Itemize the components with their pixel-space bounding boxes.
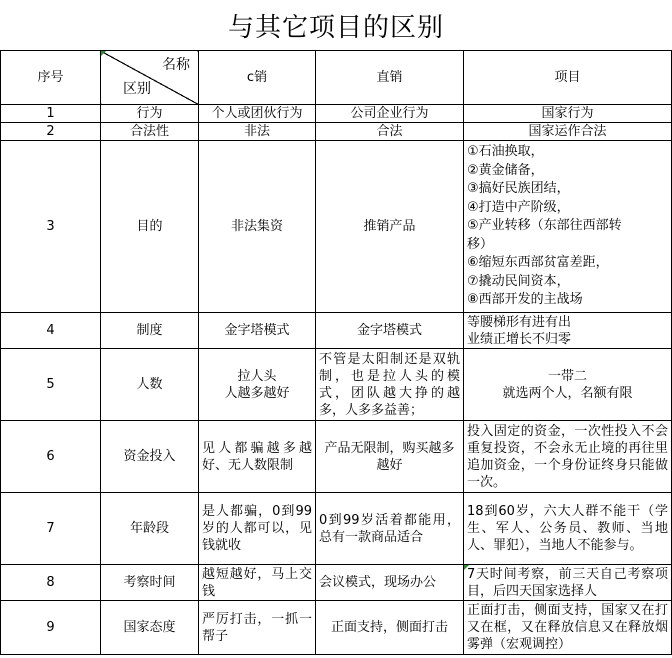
cell-c: 个人或团伙行为 (199, 105, 316, 123)
header-diff-label: 区别 (123, 81, 151, 97)
row-seq: 8 (1, 565, 101, 601)
table-row (1, 141, 672, 313)
row-seq: 5 (1, 349, 101, 421)
cell-c (199, 349, 316, 421)
project-line: 就选两个人，名额有限 (502, 385, 633, 401)
row-label: 资金投入 (101, 421, 199, 493)
comparison-table (0, 50, 672, 655)
row-seq: 9 (1, 601, 101, 655)
cell-c: 金字塔模式 (199, 313, 316, 349)
cell-project (464, 565, 672, 601)
page-title: 与其它项目的区别 (227, 12, 444, 43)
project-line: 等腰梯形有进有出 (467, 314, 572, 330)
table-row (1, 123, 672, 141)
row-label: 合法性 (101, 123, 199, 141)
project-line: 业绩正增长不归零 (467, 331, 572, 347)
project-line: ②黄金储备， (467, 162, 544, 178)
row-label: 考察时间 (101, 565, 199, 601)
project-line: ⑥缩短东西部贫富差距， (467, 255, 609, 271)
cell-direct: 正面支持，侧面打击 (316, 601, 464, 655)
header-project-column: 项目 (464, 51, 672, 105)
cell-c: 是人都骗，0到99岁的人都可以，见钱就收 (199, 493, 316, 565)
table-row (1, 493, 672, 565)
cell-direct: 公司企业行为 (316, 105, 464, 123)
row-seq: 3 (1, 141, 101, 313)
row-label: 行为 (101, 105, 199, 123)
cell-project-text: 7天时间考察，前三天自己考察项目，后四天国家选择人 (467, 566, 668, 599)
cell-direct: 0到99岁活着都能用，总有一款商品适合 (316, 493, 464, 565)
c-line: 拉人头 (237, 368, 277, 384)
row-label: 目的 (101, 141, 199, 313)
cell-c: 非法集资 (199, 141, 316, 313)
cell-project (464, 349, 672, 421)
cell-c: 非法 (199, 123, 316, 141)
table-row (1, 601, 672, 655)
cell-direct: 不管是太阳制还是双轨制，也是拉人头的模式，团队越大挣的越多，人多多益善； (316, 349, 464, 421)
cell-project (464, 141, 672, 313)
project-line: ③搞好民族团结， (467, 181, 570, 197)
header-direct-column: 直销 (316, 51, 464, 105)
project-line: ⑤产业转移（东部往西部转 (467, 218, 622, 234)
row-seq: 2 (1, 123, 101, 141)
row-seq: 6 (1, 421, 101, 493)
cell-c: 越短越好，马上交钱 (199, 565, 316, 601)
cell-project (464, 313, 672, 349)
table-row (1, 349, 672, 421)
project-line: ①石油换取， (467, 144, 544, 160)
cell-direct: 金字塔模式 (316, 313, 464, 349)
cell-c: 见人都骗越多越好、无人数限制 (199, 421, 316, 493)
header-c-column: c销 (199, 51, 316, 105)
table-row (1, 565, 672, 601)
cell-direct: 会议模式，现场办公 (316, 565, 464, 601)
project-line: ⑦撬动民间资本， (467, 273, 570, 289)
header-row (1, 51, 672, 105)
table-row (1, 105, 672, 123)
row-label: 年龄段 (101, 493, 199, 565)
cell-c: 严厉打击，一抓一帮子 (199, 601, 316, 655)
cell-project: 18到60岁，六大人群不能干（学生、军人、公务员、教师、当地人、罪犯），当地人不能参与。 (464, 493, 672, 565)
cell-direct: 产品无限制，购买越多越好 (316, 421, 464, 493)
corner-mark-icon (101, 51, 106, 56)
project-line: 一带二 (547, 368, 587, 384)
row-label: 制度 (101, 313, 199, 349)
corner-mark-icon (464, 565, 469, 570)
header-diagonal-cell (101, 51, 199, 105)
cell-project: 正面打击，侧面支持，国家又在打又在框，又在释放信息又在释放烟雾弹（宏观调控） (464, 601, 672, 655)
cell-project: 国家运作合法 (464, 123, 672, 141)
cell-project: 国家行为 (464, 105, 672, 123)
project-line: 移） (467, 236, 494, 252)
project-line: ⑧西部开发的主战场 (467, 292, 583, 308)
c-line: 人越多越好 (224, 385, 290, 401)
cell-direct: 推销产品 (316, 141, 464, 313)
table-row (1, 421, 672, 493)
row-seq: 7 (1, 493, 101, 565)
table-row (1, 313, 672, 349)
project-line: ④打造中产阶级， (467, 199, 570, 215)
header-seq: 序号 (1, 51, 101, 105)
row-label: 人数 (101, 349, 199, 421)
cell-direct: 合法 (316, 123, 464, 141)
cell-project: 投入固定的资金，一次性投入不会重复投资，不会永无止境的再往里追加资金，一个身份证终身只能做一次。 (464, 421, 672, 493)
header-name-label: 名称 (162, 57, 190, 73)
row-seq: 1 (1, 105, 101, 123)
row-label: 国家态度 (101, 601, 199, 655)
row-seq: 4 (1, 313, 101, 349)
